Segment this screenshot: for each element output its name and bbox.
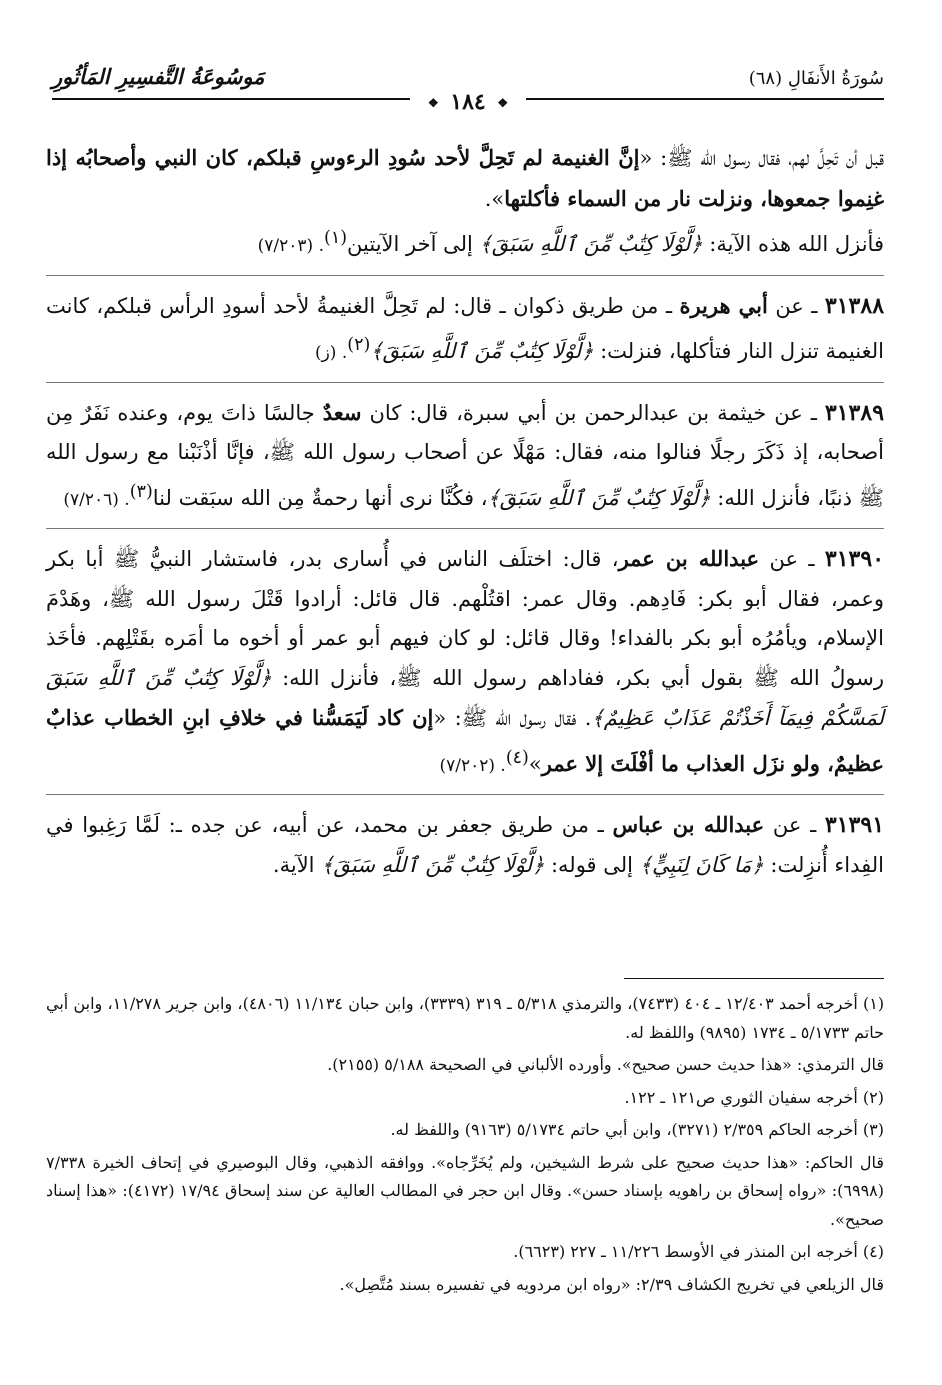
text-segment: » — [528, 751, 542, 776]
bold-text: إن كاد لَيَمَسُّنا في خلافِ ابنِ الخطاب عذابٌ عظيمٌ، ولو نزَل العذاب ما أفْلَتَ إلا عمر — [46, 705, 884, 776]
footnote-marker: (٢) — [347, 335, 371, 355]
paragraph-separator — [46, 275, 884, 276]
bold-text: عبدالله بن عباس — [612, 812, 765, 837]
footnote: (٢) أخرجه سفيان الثوري ص١٢١ ـ ١٢٢. — [624, 1087, 884, 1107]
volume-reference: . (٧/٢٠٢) — [439, 755, 506, 776]
text-paragraph — [46, 393, 884, 521]
quran-verse: ﴿لَّوْلَا كِتَٰبٌ مِّنَ ٱللَّهِ سَبَقَ﴾ — [370, 339, 594, 363]
text-segment: إلى قوله: — [544, 852, 640, 877]
footnote-comment: قال الزيلعي في تخريج الكشاف ٢/٣٩: «رواه ابن مردويه في تفسيره بسند مُتَّصِل». — [339, 1274, 884, 1294]
text-paragraph — [46, 805, 884, 885]
hadith-number: ٣١٣٨٩ — [824, 399, 885, 426]
bold-text: إنَّ الغنيمة لم تَحِلَّ لأحد سُودِ الرءوسِ قبلكم، كان النبي وأصحابُه إذا غنِموا جمعوها، ونزلت نار من السماء فأكلتها — [46, 145, 884, 211]
quran-verse: ﴿لَّوْلَا كِتَٰبٌ مِّنَ ٱللَّهِ سَبَقَ﴾ — [321, 852, 545, 877]
paragraph-separator — [46, 382, 884, 383]
text-paragraph — [46, 286, 884, 374]
footnote-marker: (٤) — [505, 747, 529, 768]
text-segment: ـ عن — [759, 547, 825, 571]
quran-verse: ﴿مَا كَانَ لِنَبِيٍّ﴾ — [639, 852, 764, 877]
text-segment: إلى آخر الآيتين — [347, 232, 480, 256]
surah-title: سُورَةُ الأَنفَالِ (٦٨) — [748, 68, 884, 89]
hadith-number: ٣١٣٩١ — [824, 812, 885, 838]
quran-verse: ﴿لَّوْلَا كِتَٰبٌ مِّنَ ٱللَّهِ سَبَقَ﴾ — [479, 232, 703, 256]
footnote: (٤) أخرجه ابن المنذر في الأوسط ١١/٢٢٦ ـ ٢٢٧ (٦٦٢٣). — [513, 1242, 884, 1261]
volume-reference: . (ز) — [314, 343, 348, 363]
text-segment: ـ عن — [767, 293, 825, 318]
paragraph-separator — [46, 528, 884, 529]
book-title: مَوسُوعَةُ التَّفسِيرِ المَأثُورِ — [52, 64, 265, 89]
text-paragraph — [46, 539, 884, 786]
text-segment: ـ عن خيثمة بن عبدالرحمن بن أبي سبرة، قال: كان — [361, 400, 825, 425]
volume-reference: . (٧/٢٠٣) — [257, 236, 324, 256]
volume-reference: . (٧/٢٠٦) — [63, 489, 130, 510]
text-segment: الآية. — [272, 852, 322, 877]
ornament-icon: ❖ — [427, 96, 439, 110]
bold-text: سعدٌ — [322, 399, 362, 425]
paragraph-separator — [46, 794, 884, 795]
bold-text: عبدالله بن عمر — [618, 546, 760, 571]
hadith-number: ٣١٣٩٠ — [824, 546, 885, 572]
quran-verse: ﴿لَّوْلَا كِتَٰبٌ مِّنَ ٱللَّهِ سَبَقَ﴾ — [487, 485, 711, 510]
text-segment: قبل أن تَحِلَّ لهم، فقال رسول الله ﷺ: « — [639, 146, 884, 170]
text-paragraph — [46, 138, 884, 219]
text-segment: ، فكُنَّا نرى أنها رحمةٌ مِن الله سبَقت لنا — [152, 485, 488, 510]
page-number: ١٨٤ — [450, 89, 486, 115]
footnote: (٣) أخرجه الحاكم ٢/٣٥٩ (٣٢٧١)، وابن أبي حاتم ٥/١٧٣٤ (٩١٦٣) واللفظ له. — [390, 1120, 884, 1139]
footnote-separator — [624, 978, 884, 979]
text-segment: جالسًا ذاتَ يوم، وعنده نَفَرٌ مِن أصحابه، إذ ذَكَرَ رجلًا فنالوا منه، فقال: مَهْلًا عن أصحاب رسول الله ﷺ، فإنَّا أذْنَبْنا مع رسول الله ﷺ ذنبًا، فأنزل الله: — [46, 400, 884, 510]
quran-verse: ﴿لَّوْلَا كِتَٰبٌ مِّنَ ٱللَّهِ سَبَقَ لَمَسَّكُمْ فِيمَآ أَخَذْتُمْ عَذَابٌ عَظِيمٌ﴾ — [46, 665, 885, 730]
page-number-box — [410, 89, 526, 115]
footnote-marker: (١) — [323, 228, 348, 248]
ornament-icon: ❖ — [497, 96, 509, 110]
text-segment: ، قال: اختلَف الناس في أُسارى بدر، فاستشار النبيُّ ﷺ أبا بكر وعمر، فقال أبو بكر: فَادِهم. وقال عمر: اقتُلْهم. قال قائل: أرادوا قَتْلَ رسول الله ﷺ، وهَدْمَ الإسلام، ويأمُرُه أبو بكر بالفداء! وقال قائل: لو كان فيهم أبو عمر أو أخوه ما أمَره بقَتْلِهم. فأخَذ رسولُ الله ﷺ بقول أبي بكر، ففاداهم رسول الله ﷺ، فأنزل الله: — [46, 547, 885, 690]
text-segment: . فقال رسول الله ﷺ: « — [433, 706, 592, 730]
main-text — [46, 138, 884, 885]
page-header — [52, 58, 884, 118]
footnote-marker: (٣) — [129, 481, 153, 502]
text-segment: ـ من طريق ذكوان ـ قال: لم تَحِلَّ الغنيمةُ لأحد أسودِ الرأس قبلكم، كانت الغنيمة تنزل النار فتأكلها، فنزلت: — [46, 293, 884, 363]
footnote-comment: قال الحاكم: «هذا حديث صحيح على شرط الشيخين، ولم يُخَرِّجاه». ووافقه الذهبي، وقال البوصيري في إتحاف الخيرة ٧/٣٣٨ (٦٩٩٨): «رواه إسحاق بن راهويه بإسناد حسن». وقال ابن حجر في المطالب العالية عن سند إسحاق ١٧/٩٤ (٤١٧٢): «هذا إسناد صحيح». — [46, 1152, 885, 1229]
bold-text: أبي هريرة — [679, 292, 768, 318]
hadith-number: ٣١٣٨٨ — [824, 292, 885, 319]
text-segment: ـ من طريق جعفر بن محمد، عن أبيه، عن جده ـ: لَمَّا رَغِبوا في الفِداء أُنزِلت: — [46, 813, 884, 877]
text-segment: ». — [484, 186, 505, 211]
text-segment: فأنزل الله هذه الآية: — [702, 232, 884, 256]
footnote-comment: قال الترمذي: «هذا حديث حسن صحيح». وأورده الألباني في الصحيحة ٥/١٨٨ (٢١٥٥). — [327, 1055, 884, 1074]
footnotes — [46, 990, 884, 1299]
text-segment: ـ عن — [764, 813, 825, 837]
footnote: (١) أخرجه أحمد ١٢/٤٠٣ ـ ٤٠٤ (٧٤٣٣)، والترمذي ٥/٣١٨ ـ ٣١٩ (٣٣٣٩)، وابن حبان ١١/١٣٤ (٤٨٠٦)، وابن جرير ١١/٢٧٨، وابن أبي حاتم ٥/١٧٣٣ ـ ١٧٣٤ (٩٨٩٥) واللفظ له. — [46, 994, 885, 1042]
text-paragraph — [46, 219, 884, 267]
